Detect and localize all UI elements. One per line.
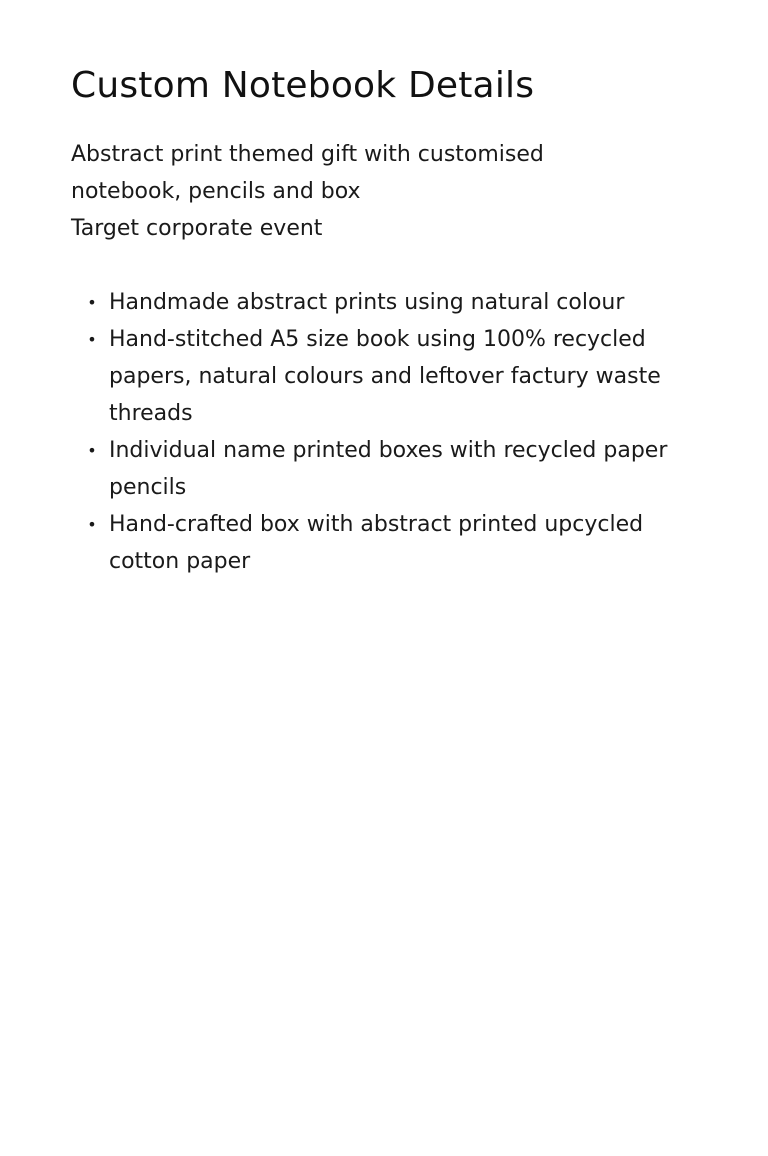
bullet-icon: • bbox=[87, 515, 97, 534]
bullet-icon: • bbox=[87, 441, 97, 460]
intro-line: Target corporate event bbox=[71, 216, 323, 241]
list-item bbox=[87, 284, 712, 321]
list-item-text: Hand-stitched A5 size book using 100% recycled papers, natural colours and leftover factury waste threads bbox=[109, 327, 661, 426]
intro-text bbox=[71, 136, 712, 247]
bullet-icon: • bbox=[87, 330, 97, 349]
bullet-icon: • bbox=[87, 293, 97, 312]
feature-list bbox=[71, 284, 712, 580]
intro-line: Abstract print themed gift with customised bbox=[71, 142, 544, 167]
list-item-text: Individual name printed boxes with recycled paper pencils bbox=[109, 438, 668, 500]
list-item-text: Hand-crafted box with abstract printed upcycled cotton paper bbox=[109, 512, 644, 574]
list-item bbox=[87, 321, 712, 432]
list-item-text: Handmade abstract prints using natural colour bbox=[109, 290, 625, 315]
page-title: Custom Notebook Details bbox=[71, 65, 535, 106]
list-item bbox=[87, 432, 712, 506]
intro-line: notebook, pencils and box bbox=[71, 179, 361, 204]
list-item bbox=[87, 506, 712, 580]
